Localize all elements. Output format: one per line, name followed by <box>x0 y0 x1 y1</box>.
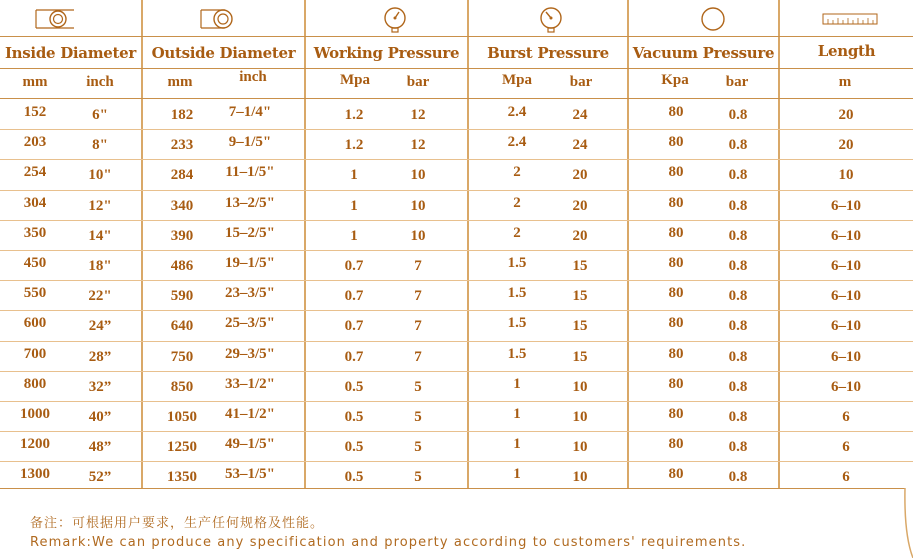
table-cell: 6–10 <box>831 379 861 395</box>
hose-outer-ring-icon <box>180 5 260 33</box>
ruler-icon <box>810 5 890 33</box>
table-cell: 80 <box>668 346 684 362</box>
table-cell: 80 <box>668 376 684 392</box>
table-cell: 15 <box>572 349 588 365</box>
table-cell: 23–3/5" <box>225 285 275 301</box>
table-cell: 9–1/5" <box>228 134 272 150</box>
table-cell: 0.5 <box>344 379 364 395</box>
table-cell: 22" <box>88 288 112 304</box>
table-cell: 10 <box>572 439 588 455</box>
table-cell: 390 <box>170 228 194 244</box>
table-cell: 6–10 <box>831 318 861 334</box>
table-cell: 10 <box>410 198 426 214</box>
table-cell: 0.5 <box>344 439 364 455</box>
header-divider <box>0 98 913 99</box>
table-cell: 15 <box>572 288 588 304</box>
table-cell: 1350 <box>167 469 197 485</box>
table-cell: 40” <box>88 409 112 425</box>
table-cell: 53–1/5" <box>225 466 275 482</box>
unit-label: mm <box>167 74 193 90</box>
table-cell: 6 <box>842 409 850 425</box>
table-cell: 2 <box>513 225 521 241</box>
table-cell: 29–3/5" <box>225 346 275 362</box>
row-divider <box>0 431 913 432</box>
table-cell: 1 <box>513 376 521 392</box>
table-cell: 14" <box>88 228 112 244</box>
table-cell: 10 <box>410 228 426 244</box>
table-cell: 18" <box>88 258 112 274</box>
table-cell: 350 <box>23 225 47 241</box>
table-cell: 1.5 <box>507 255 527 271</box>
table-cell: 20 <box>572 167 588 183</box>
table-cell: 640 <box>170 318 194 334</box>
table-cell: 2 <box>513 164 521 180</box>
table-cell: 24 <box>572 107 588 123</box>
table-cell: 10 <box>410 167 426 183</box>
table-cell: 6–10 <box>831 198 861 214</box>
table-cell: 304 <box>23 195 47 211</box>
table-cell: 24 <box>572 137 588 153</box>
table-cell: 80 <box>668 255 684 271</box>
table-cell: 6–10 <box>831 258 861 274</box>
table-cell: 486 <box>170 258 194 274</box>
table-cell: 0.7 <box>344 349 364 365</box>
table-cell: 5 <box>414 439 422 455</box>
table-cell: 15 <box>572 318 588 334</box>
table-cell: 2 <box>513 195 521 211</box>
table-cell: 32” <box>88 379 112 395</box>
table-cell: 20 <box>838 137 854 153</box>
table-cell: 254 <box>23 164 47 180</box>
table-cell: 80 <box>668 285 684 301</box>
table-cell: 0.8 <box>728 107 748 123</box>
unit-label: m <box>838 74 852 90</box>
table-cell: 7 <box>414 349 422 365</box>
row-divider <box>0 190 913 191</box>
unit-label: bar <box>569 74 593 90</box>
header-length: Length <box>817 42 876 60</box>
table-cell: 13–2/5" <box>225 195 275 211</box>
table-cell: 48” <box>88 439 112 455</box>
table-cell: 6–10 <box>831 288 861 304</box>
table-cell: 80 <box>668 436 684 452</box>
table-cell: 2.4 <box>507 104 527 120</box>
table-cell: 340 <box>170 198 194 214</box>
unit-label: Mpa <box>502 72 532 88</box>
column-divider <box>467 0 469 488</box>
table-cell: 12 <box>410 137 426 153</box>
table-cell: 700 <box>23 346 47 362</box>
row-divider <box>0 220 913 221</box>
table-cell: 1 <box>513 406 521 422</box>
table-cell: 12" <box>88 198 112 214</box>
table-cell: 10 <box>572 409 588 425</box>
table-cell: 0.5 <box>344 469 364 485</box>
table-cell: 80 <box>668 315 684 331</box>
table-cell: 10 <box>838 167 854 183</box>
table-cell: 800 <box>23 376 47 392</box>
unit-label: bar <box>406 74 430 90</box>
table-cell: 1050 <box>167 409 197 425</box>
header-working-pressure: Working Pressure <box>313 44 460 62</box>
table-cell: 1200 <box>20 436 50 452</box>
table-cell: 0.8 <box>728 198 748 214</box>
table-cell: 0.8 <box>728 409 748 425</box>
unit-label: Kpa <box>661 72 689 88</box>
table-cell: 182 <box>170 107 194 123</box>
table-cell: 80 <box>668 134 684 150</box>
table-cell: 10" <box>88 167 112 183</box>
header-burst-pressure: Burst Pressure <box>487 44 609 62</box>
table-cell: 5 <box>414 379 422 395</box>
table-cell: 80 <box>668 406 684 422</box>
table-cell: 203 <box>23 134 47 150</box>
table-cell: 6–10 <box>831 228 861 244</box>
hose-inner-ring-icon <box>20 5 90 33</box>
table-cell: 20 <box>572 198 588 214</box>
table-cell: 52” <box>88 469 112 485</box>
table-bottom-border <box>0 488 905 489</box>
table-cell: 41–1/2" <box>225 406 275 422</box>
header-vacuum-pressure: Vacuum Pressure <box>632 44 775 62</box>
vacuum-circle-icon <box>678 5 748 33</box>
table-cell: 20 <box>572 228 588 244</box>
table-cell: 10 <box>572 469 588 485</box>
row-divider <box>0 280 913 281</box>
table-cell: 0.8 <box>728 349 748 365</box>
table-cell: 7 <box>414 258 422 274</box>
table-cell: 284 <box>170 167 194 183</box>
table-cell: 19–1/5" <box>225 255 275 271</box>
table-cell: 15–2/5" <box>225 225 275 241</box>
table-cell: 2.4 <box>507 134 527 150</box>
remark-chinese: 备注：可根据用户要求，生产任何规格及性能。 <box>30 516 325 531</box>
table-cell: 1.2 <box>344 137 364 153</box>
burst-gauge-icon <box>516 5 586 33</box>
row-divider <box>0 129 913 130</box>
table-cell: 12 <box>410 107 426 123</box>
table-cell: 0.7 <box>344 258 364 274</box>
table-cell: 15 <box>572 258 588 274</box>
table-cell: 1.5 <box>507 315 527 331</box>
table-cell: 0.7 <box>344 318 364 334</box>
table-cell: 6" <box>92 107 108 123</box>
table-cell: 750 <box>170 349 194 365</box>
remark-english: Remark:We can produce any specification and property according to customers' requirements. <box>30 535 747 550</box>
table-cell: 1 <box>513 436 521 452</box>
unit-label: inch <box>86 74 114 90</box>
table-cell: 1 <box>350 198 358 214</box>
table-cell: 0.8 <box>728 439 748 455</box>
table-cell: 1 <box>350 167 358 183</box>
table-cell: 0.8 <box>728 288 748 304</box>
table-cell: 0.5 <box>344 409 364 425</box>
header-inside-diameter: Inside Diameter <box>4 44 137 62</box>
column-divider <box>778 0 780 488</box>
table-cell: 450 <box>23 255 47 271</box>
table-cell: 1 <box>513 466 521 482</box>
table-cell: 0.8 <box>728 318 748 334</box>
table-cell: 0.7 <box>344 288 364 304</box>
table-cell: 590 <box>170 288 194 304</box>
table-cell: 49–1/5" <box>225 436 275 452</box>
column-divider <box>304 0 306 488</box>
header-divider <box>0 36 913 37</box>
table-cell: 80 <box>668 104 684 120</box>
table-cell: 80 <box>668 225 684 241</box>
table-cell: 0.8 <box>728 258 748 274</box>
table-cell: 5 <box>414 409 422 425</box>
header-divider <box>0 68 913 69</box>
row-divider <box>0 461 913 462</box>
table-cell: 8" <box>92 137 108 153</box>
row-divider <box>0 310 913 311</box>
unit-label: inch <box>239 69 267 85</box>
column-divider <box>627 0 629 488</box>
table-cell: 7–1/4" <box>228 104 272 120</box>
table-cell: 1 <box>350 228 358 244</box>
table-cell: 24” <box>88 318 112 334</box>
table-cell: 1.2 <box>344 107 364 123</box>
unit-label: mm <box>22 74 48 90</box>
table-cell: 10 <box>572 379 588 395</box>
row-divider <box>0 250 913 251</box>
table-cell: 28” <box>88 349 112 365</box>
row-divider <box>0 159 913 160</box>
unit-label: bar <box>725 74 749 90</box>
table-cell: 80 <box>668 466 684 482</box>
unit-label: Mpa <box>340 72 370 88</box>
table-cell: 550 <box>23 285 47 301</box>
table-cell: 850 <box>170 379 194 395</box>
table-cell: 1000 <box>20 406 50 422</box>
table-cell: 6 <box>842 439 850 455</box>
table-cell: 11–1/5" <box>225 164 275 180</box>
header-outside-diameter: Outside Diameter <box>151 44 296 62</box>
table-cell: 0.8 <box>728 228 748 244</box>
table-cell: 1300 <box>20 466 50 482</box>
table-cell: 33–1/2" <box>225 376 275 392</box>
table-cell: 7 <box>414 318 422 334</box>
table-cell: 6 <box>842 469 850 485</box>
row-divider <box>0 401 913 402</box>
table-cell: 152 <box>23 104 47 120</box>
column-divider <box>141 0 143 488</box>
table-cell: 7 <box>414 288 422 304</box>
table-cell: 0.8 <box>728 469 748 485</box>
table-cell: 600 <box>23 315 47 331</box>
table-cell: 0.8 <box>728 137 748 153</box>
table-cell: 1250 <box>167 439 197 455</box>
table-cell: 25–3/5" <box>225 315 275 331</box>
table-cell: 1.5 <box>507 285 527 301</box>
table-cell: 233 <box>170 137 194 153</box>
table-cell: 0.8 <box>728 167 748 183</box>
table-cell: 5 <box>414 469 422 485</box>
table-cell: 1.5 <box>507 346 527 362</box>
table-cell: 0.8 <box>728 379 748 395</box>
table-cell: 20 <box>838 107 854 123</box>
table-cell: 6–10 <box>831 349 861 365</box>
table-cell: 80 <box>668 164 684 180</box>
row-divider <box>0 371 913 372</box>
table-cell: 80 <box>668 195 684 211</box>
pressure-gauge-icon <box>360 5 430 33</box>
row-divider <box>0 341 913 342</box>
